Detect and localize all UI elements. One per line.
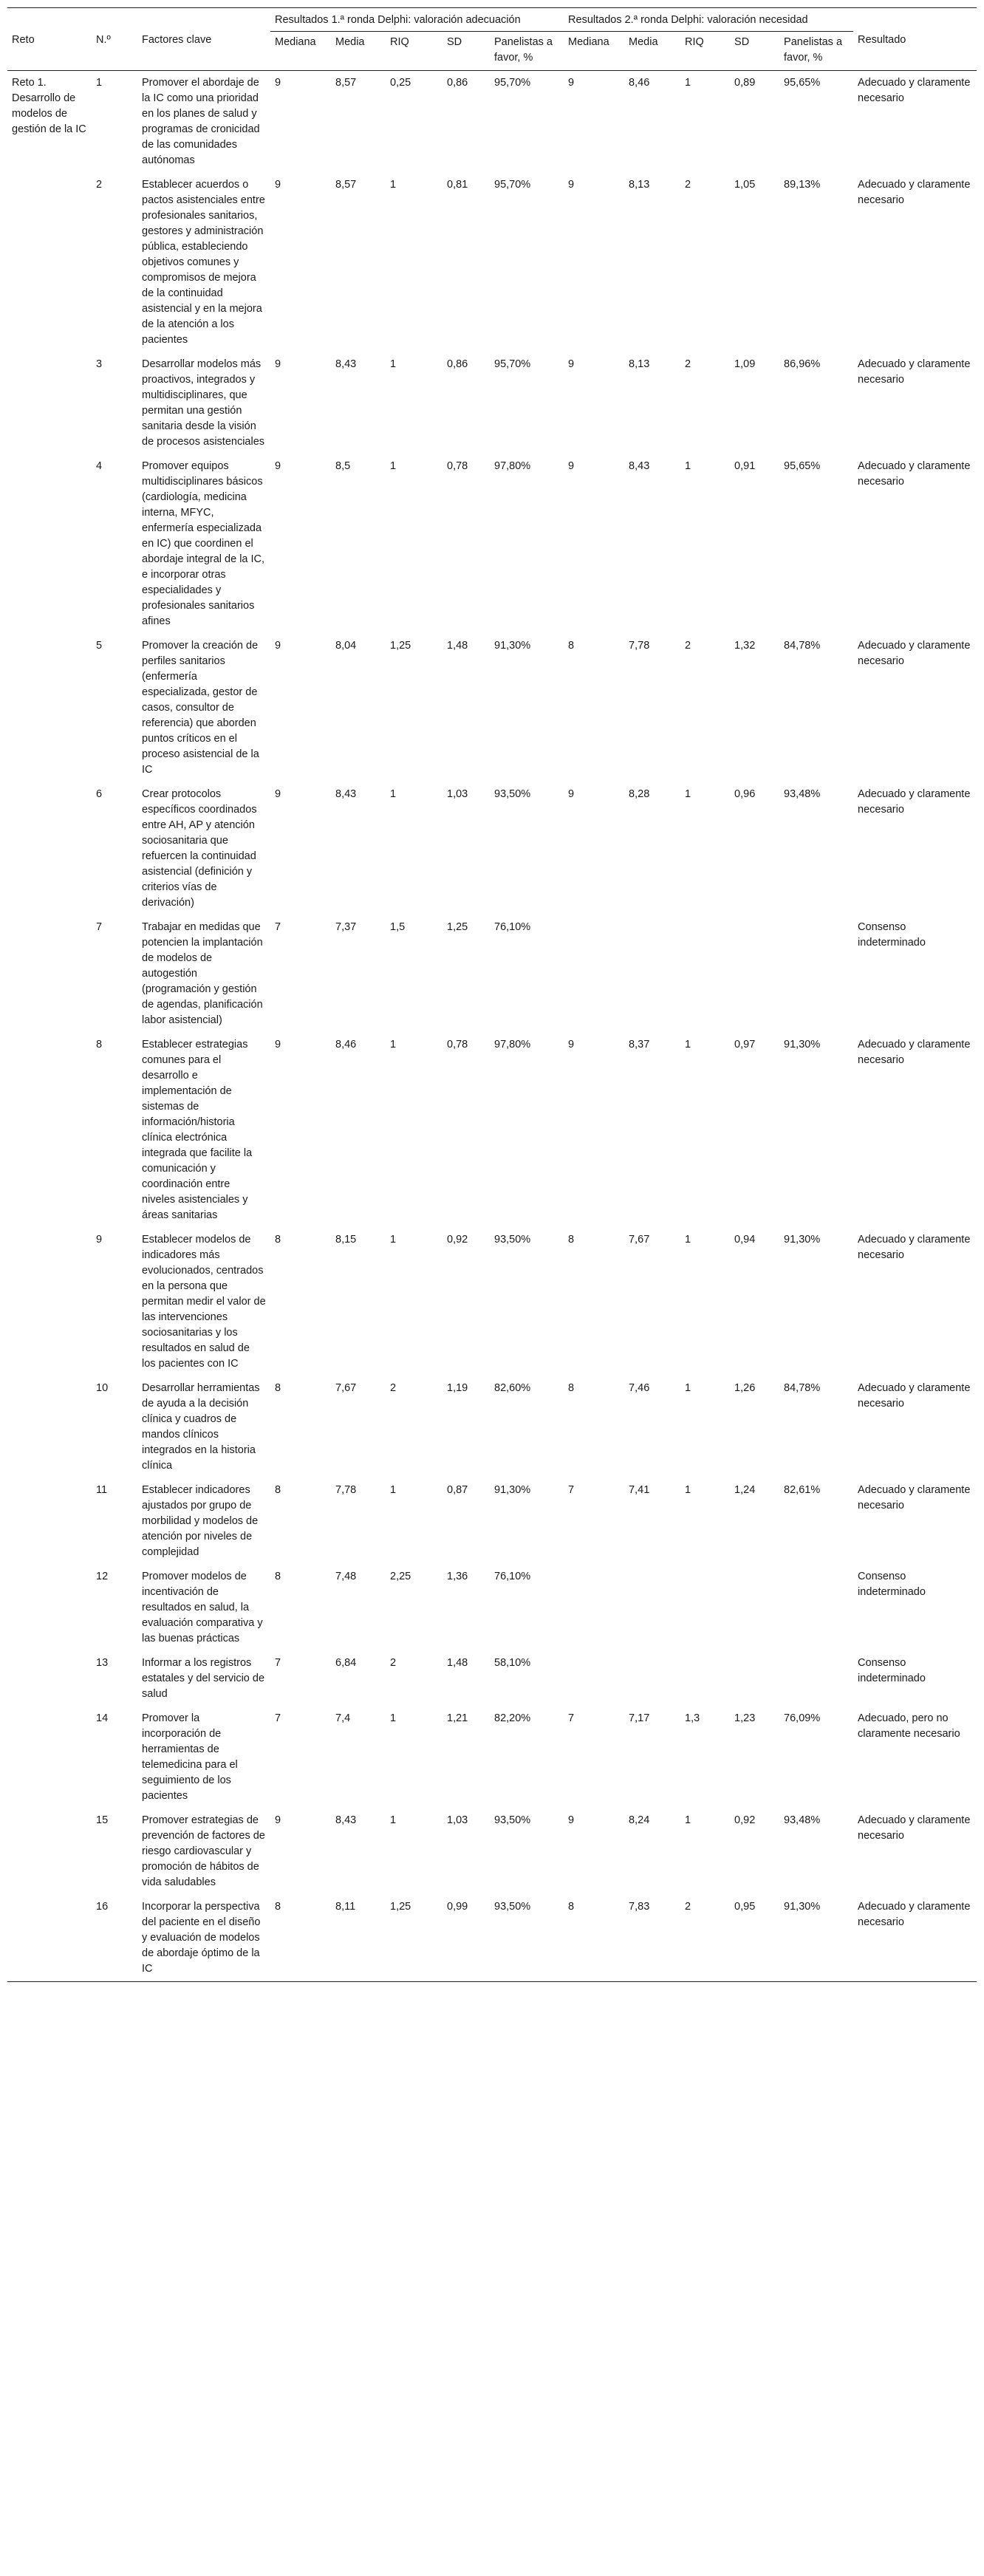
r1-riq: 1	[390, 788, 397, 800]
resultado: Consenso indeterminado	[858, 1571, 926, 1598]
r2-media: 8,37	[629, 1039, 650, 1050]
r2-sd: 0,95	[730, 1895, 779, 1982]
resultado: Adecuado y claramente necesario	[858, 179, 971, 206]
r1-panelistas: 97,80%	[494, 460, 531, 472]
r2-riq: 2	[685, 640, 691, 652]
table-row	[7, 634, 977, 782]
table-row	[7, 1478, 977, 1565]
factor-clave: Trabajar en medidas que potencien la implantación de modelos de autogestión (programación y gestión de agendas, planificación labor asistencial)	[142, 921, 263, 1026]
resultado: Adecuado y claramente necesario	[858, 1382, 971, 1410]
r2-mediana: 9	[568, 1814, 575, 1826]
r1-mediana: 7	[275, 1657, 281, 1669]
r2-riq: 1	[685, 1814, 691, 1826]
factor-clave: Promover el abordaje de la IC como una prioridad en los planes de salud y programas de cronicidad de las comunidades autónomas	[142, 77, 260, 166]
row-number: 14	[96, 1712, 109, 1724]
r2-media	[624, 1651, 680, 1706]
r1-media: 8,11	[331, 1895, 386, 1982]
r1-panelistas: 93,50%	[494, 1234, 531, 1246]
r2-mediana: 9	[568, 77, 575, 89]
r2-sd: 0,92	[734, 1814, 756, 1826]
factor-clave: Promover estrategias de prevención de factores de riesgo cardiovascular y promoción de hábitos de vida saludables	[142, 1814, 265, 1888]
resultado: Consenso indeterminado	[858, 921, 926, 949]
r1-mediana: 9	[275, 1039, 281, 1050]
row-number: 15	[96, 1814, 109, 1826]
r1-sd: 1,19	[447, 1382, 468, 1394]
r2-panelistas: 95,65%	[784, 460, 821, 472]
resultado: Adecuado y claramente necesario	[858, 1039, 971, 1066]
resultado: Adecuado y claramente necesario	[858, 1234, 971, 1261]
r2-panelistas: 86,96%	[784, 358, 821, 370]
resultado: Adecuado y claramente necesario	[858, 788, 971, 816]
r1-mediana: 8	[270, 1895, 331, 1982]
r1-media: 7,37	[335, 921, 357, 933]
r2-media: 7,78	[629, 640, 650, 652]
r1-panelistas: 91,30%	[494, 640, 531, 652]
resultado: Consenso indeterminado	[858, 1657, 926, 1684]
r2-riq: 1	[685, 77, 691, 89]
table-row	[7, 1895, 977, 1982]
r1-riq: 2	[390, 1382, 397, 1394]
r1-mediana: 7	[275, 921, 281, 933]
r1-mediana: 9	[275, 460, 281, 472]
reto-cell	[7, 1895, 92, 1982]
r1-sd: 0,78	[447, 460, 468, 472]
header-row-groups	[7, 8, 977, 32]
col-header-r2-sd: SD	[734, 36, 750, 48]
r2-media: 7,17	[629, 1712, 650, 1724]
r1-panelistas: 76,10%	[494, 1571, 531, 1582]
col-header-factores: Factores clave	[142, 33, 212, 46]
r1-media: 8,57	[335, 77, 357, 89]
reto-cell: Reto 1. Desarrollo de modelos de gestión de la IC	[12, 77, 86, 135]
r2-sd: 0,97	[734, 1039, 756, 1050]
col-header-r2-media: Media	[629, 36, 658, 48]
r1-mediana: 8	[275, 1234, 281, 1246]
r2-mediana: 8	[564, 1895, 624, 1982]
r1-sd: 0,92	[447, 1234, 468, 1246]
table-row	[7, 1706, 977, 1808]
resultado: Adecuado y claramente necesario	[853, 1895, 977, 1982]
r1-sd: 1,25	[447, 921, 468, 933]
r1-sd: 1,03	[447, 1814, 468, 1826]
r1-panelistas: 95,70%	[494, 77, 531, 89]
factor-clave: Desarrollar modelos más proactivos, integrados y multidisciplinares, que permitan una gestión sanitaria desde la visión de procesos asistenciales	[142, 358, 265, 448]
row-number: 1	[96, 77, 103, 89]
r2-riq: 1	[685, 1039, 691, 1050]
table-row	[7, 915, 977, 1033]
factor-clave: Establecer estrategias comunes para el desarrollo e implementación de sistemas de información/historia clínica electrónica integrada que facilite la comunicación y coordinación entre niveles asistenciales y áreas sanitarias	[142, 1039, 253, 1221]
r1-riq: 1	[390, 1712, 397, 1724]
r2-mediana: 7	[568, 1484, 575, 1496]
col-header-r1-panelistas: Panelistas a favor, %	[494, 36, 553, 64]
factor-clave: Informar a los registros estatales y del servicio de salud	[142, 1657, 265, 1700]
r1-riq: 1	[390, 1814, 397, 1826]
r1-sd: 1,36	[447, 1571, 468, 1582]
r1-sd: 1,21	[447, 1712, 468, 1724]
r1-media: 8,5	[335, 460, 351, 472]
r1-riq: 2	[390, 1657, 397, 1669]
r2-sd: 1,26	[734, 1382, 756, 1394]
r1-mediana: 9	[275, 640, 281, 652]
r2-panelistas: 93,48%	[784, 788, 821, 800]
r2-sd: 0,96	[734, 788, 756, 800]
factor-clave: Establecer indicadores ajustados por grupo de morbilidad y modelos de atención por niveles de complejidad	[142, 1484, 259, 1558]
resultado: Adecuado y claramente necesario	[858, 77, 971, 104]
r1-panelistas: 76,10%	[494, 921, 531, 933]
row-number: 2	[96, 179, 103, 191]
r2-media: 7,41	[629, 1484, 650, 1496]
r1-media: 6,84	[335, 1657, 357, 1669]
r1-riq: 1	[390, 1234, 397, 1246]
col-header-r1-sd: SD	[447, 36, 462, 48]
col-header-resultado: Resultado	[858, 33, 906, 46]
r1-media: 8,46	[335, 1039, 357, 1050]
col-header-r2-panelistas: Panelistas a favor, %	[784, 36, 843, 64]
r1-media: 8,43	[335, 1814, 357, 1826]
r2-riq: 2	[685, 358, 691, 370]
r1-panelistas: 93,50%	[490, 1895, 564, 1982]
table-row	[7, 1651, 977, 1706]
r2-media	[624, 915, 680, 1033]
r2-mediana: 8	[568, 1382, 575, 1394]
row-number: 9	[96, 1234, 103, 1246]
factor-clave: Establecer acuerdos o pactos asistenciales entre profesionales sanitarios, gestores y administración pública, estableciendo objetivos comunes y compromisos de mejora de la continuidad asistencial y en la mejora de la atención a los pacientes	[142, 179, 265, 346]
r1-media: 7,48	[335, 1571, 357, 1582]
r2-riq: 1	[685, 1234, 691, 1246]
r1-sd: 0,87	[447, 1484, 468, 1496]
reto-cell	[7, 173, 92, 352]
r2-sd: 1,24	[734, 1484, 756, 1496]
row-number: 3	[96, 358, 103, 370]
r2-panelistas: 89,13%	[784, 179, 821, 191]
col-group-ronda1: Resultados 1.ª ronda Delphi: valoración adecuación	[270, 8, 564, 32]
reto-cell	[7, 352, 92, 454]
r1-sd: 1,48	[447, 1657, 468, 1669]
r1-riq: 1	[390, 179, 397, 191]
row-number: 16	[92, 1895, 137, 1982]
r2-sd: 1,32	[734, 640, 756, 652]
r1-media: 7,4	[335, 1712, 351, 1724]
r2-mediana: 8	[568, 640, 575, 652]
r2-riq: 1	[685, 788, 691, 800]
row-number: 6	[96, 788, 103, 800]
r2-media: 8,46	[629, 77, 650, 89]
delphi-results-table	[7, 7, 977, 1982]
factor-clave: Promover la creación de perfiles sanitarios (enfermería especializada, gestor de casos, consultor de referencia) que aborden puntos críticos en el proceso asistencial de la IC	[142, 640, 259, 776]
reto-cell	[7, 1478, 92, 1565]
r1-riq: 1	[390, 1484, 397, 1496]
table-row	[7, 1808, 977, 1895]
reto-cell	[7, 1033, 92, 1228]
r2-riq	[680, 915, 730, 1033]
r1-panelistas: 95,70%	[494, 179, 531, 191]
r1-riq: 1,5	[390, 921, 406, 933]
r1-mediana: 9	[275, 1814, 281, 1826]
r1-sd: 0,78	[447, 1039, 468, 1050]
r1-media: 7,78	[335, 1484, 357, 1496]
r1-riq: 2,25	[390, 1571, 411, 1582]
reto-cell	[7, 1376, 92, 1478]
factor-clave: Desarrollar herramientas de ayuda a la decisión clínica y cuadros de mandos clínicos integrados en la historia clínica	[142, 1382, 260, 1472]
resultado: Adecuado y claramente necesario	[858, 1814, 971, 1842]
table-row	[7, 782, 977, 915]
r2-riq: 2	[685, 179, 691, 191]
reto-cell	[7, 1706, 92, 1808]
table-row	[7, 1565, 977, 1651]
reto-cell	[7, 1228, 92, 1376]
r2-media: 7,83	[624, 1895, 680, 1982]
reto-cell	[7, 454, 92, 634]
r2-panelistas: 91,30%	[784, 1234, 821, 1246]
r1-panelistas: 93,50%	[494, 1814, 531, 1826]
row-number: 4	[96, 460, 103, 472]
r2-sd: 0,94	[734, 1234, 756, 1246]
table-container	[7, 7, 977, 1982]
factor-clave: Promover modelos de incentivación de resultados en salud, la evaluación comparativa y las buenas prácticas	[142, 1571, 263, 1644]
r2-sd	[730, 1651, 779, 1706]
r1-riq: 0,25	[390, 77, 411, 89]
r2-mediana: 8	[568, 1234, 575, 1246]
r2-mediana: 7	[568, 1712, 575, 1724]
r1-media: 8,43	[335, 358, 357, 370]
r2-media: 8,28	[629, 788, 650, 800]
r1-media: 8,43	[335, 788, 357, 800]
r2-sd	[730, 1565, 779, 1651]
table-row	[7, 173, 977, 352]
r2-panelistas: 95,65%	[784, 77, 821, 89]
r1-riq: 1	[390, 460, 397, 472]
r2-media: 8,24	[629, 1814, 650, 1826]
r1-riq: 1,25	[386, 1895, 443, 1982]
resultado: Adecuado y claramente necesario	[858, 460, 971, 488]
factor-clave: Promover equipos multidisciplinares básicos (cardiología, medicina interna, MFYC, enfermería especializada en IC) que coordinen el abordaje integral de la IC, e incorporar otras especialidades y profesionales sanitarios afines	[142, 460, 265, 627]
r2-media	[624, 1565, 680, 1651]
r2-media: 8,13	[629, 179, 650, 191]
col-header-reto: Reto	[12, 33, 35, 46]
r2-sd: 0,91	[734, 460, 756, 472]
r2-mediana: 9	[568, 788, 575, 800]
r1-panelistas: 95,70%	[494, 358, 531, 370]
resultado: Adecuado y claramente necesario	[858, 1484, 971, 1511]
reto-cell	[7, 634, 92, 782]
table-row	[7, 71, 977, 174]
r2-panelistas: 76,09%	[784, 1712, 821, 1724]
r1-media: 8,04	[335, 640, 357, 652]
r2-mediana	[564, 1565, 624, 1651]
r2-mediana: 9	[568, 460, 575, 472]
r2-mediana	[564, 1651, 624, 1706]
col-header-r1-mediana: Mediana	[275, 36, 316, 48]
row-number: 12	[96, 1571, 109, 1582]
r2-sd: 1,23	[734, 1712, 756, 1724]
r2-riq: 2	[680, 1895, 730, 1982]
col-group-ronda2: Resultados 2.ª ronda Delphi: valoración necesidad	[564, 8, 853, 32]
table-row	[7, 352, 977, 454]
r2-mediana	[564, 915, 624, 1033]
row-number: 7	[96, 921, 103, 933]
row-number: 13	[96, 1657, 109, 1669]
r2-panelistas: 84,78%	[784, 640, 821, 652]
r1-mediana: 9	[275, 77, 281, 89]
r1-panelistas: 97,80%	[494, 1039, 531, 1050]
r2-sd: 0,89	[734, 77, 756, 89]
table-row	[7, 1228, 977, 1376]
r2-mediana: 9	[568, 1039, 575, 1050]
r1-media: 7,67	[335, 1382, 357, 1394]
r2-panelistas: 91,30%	[784, 1039, 821, 1050]
row-number: 10	[96, 1382, 109, 1394]
reto-cell	[7, 1651, 92, 1706]
r1-sd: 1,48	[447, 640, 468, 652]
r2-mediana: 9	[568, 179, 575, 191]
col-header-r1-riq: RIQ	[390, 36, 409, 48]
r2-panelistas	[779, 915, 853, 1033]
r2-panelistas: 93,48%	[784, 1814, 821, 1826]
col-header-r2-riq: RIQ	[685, 36, 704, 48]
r1-media: 8,15	[335, 1234, 357, 1246]
r1-panelistas: 91,30%	[494, 1484, 531, 1496]
resultado: Adecuado, pero no claramente necesario	[858, 1712, 960, 1740]
r1-sd: 0,86	[447, 358, 468, 370]
reto-cell	[7, 915, 92, 1033]
factor-clave: Crear protocolos específicos coordinados entre AH, AP y atención sociosanitaria que refuercen la continuidad asistencial (definición y criterios vías de derivación)	[142, 788, 257, 909]
r1-riq: 1	[390, 1039, 397, 1050]
r2-riq	[680, 1565, 730, 1651]
reto-cell	[7, 1808, 92, 1895]
r1-mediana: 9	[275, 179, 281, 191]
r1-panelistas: 82,20%	[494, 1712, 531, 1724]
resultado: Adecuado y claramente necesario	[858, 358, 971, 386]
r2-riq: 1	[685, 1382, 691, 1394]
r1-riq: 1	[390, 358, 397, 370]
factor-clave: Incorporar la perspectiva del paciente en el diseño y evaluación de modelos de abordaje óptimo de la IC	[137, 1895, 270, 1982]
r1-sd: 1,03	[447, 788, 468, 800]
r1-panelistas: 82,60%	[494, 1382, 531, 1394]
r1-panelistas: 93,50%	[494, 788, 531, 800]
r1-mediana: 8	[275, 1571, 281, 1582]
r1-sd: 0,81	[447, 179, 468, 191]
r2-media: 7,46	[629, 1382, 650, 1394]
r1-mediana: 7	[275, 1712, 281, 1724]
r2-media: 8,13	[629, 358, 650, 370]
row-number: 5	[96, 640, 103, 652]
r1-sd: 0,86	[447, 77, 468, 89]
table-row	[7, 1376, 977, 1478]
col-header-r2-mediana: Mediana	[568, 36, 609, 48]
r1-riq: 1,25	[390, 640, 411, 652]
factor-clave: Promover la incorporación de herramientas de telemedicina para el seguimiento de los pacientes	[142, 1712, 238, 1802]
row-number: 8	[96, 1039, 103, 1050]
r1-media: 8,57	[335, 179, 357, 191]
r2-sd	[730, 915, 779, 1033]
r2-panelistas: 91,30%	[779, 1895, 853, 1982]
r1-mediana: 9	[275, 788, 281, 800]
resultado: Adecuado y claramente necesario	[858, 640, 971, 667]
table-row	[7, 1033, 977, 1228]
r1-mediana: 9	[275, 358, 281, 370]
row-number: 11	[96, 1484, 108, 1496]
reto-cell	[7, 1565, 92, 1651]
r1-mediana: 8	[275, 1484, 281, 1496]
r2-riq: 1	[685, 1484, 691, 1496]
r2-riq	[680, 1651, 730, 1706]
r1-sd: 0,99	[443, 1895, 490, 1982]
table-row	[7, 454, 977, 634]
col-header-num: N.º	[96, 33, 111, 46]
factor-clave: Establecer modelos de indicadores más evolucionados, centrados en la persona que permitan medir el valor de las intervenciones sociosanitarias y los resultados en salud de los pacientes con IC	[142, 1234, 266, 1370]
r2-panelistas: 84,78%	[784, 1382, 821, 1394]
r2-sd: 1,05	[734, 179, 756, 191]
r2-panelistas: 82,61%	[784, 1484, 821, 1496]
r1-mediana: 8	[275, 1382, 281, 1394]
r2-riq: 1,3	[685, 1712, 700, 1724]
table-body	[7, 71, 977, 1982]
col-header-r1-media: Media	[335, 36, 365, 48]
r2-mediana: 9	[568, 358, 575, 370]
r2-riq: 1	[685, 460, 691, 472]
r2-sd: 1,09	[734, 358, 756, 370]
r2-panelistas	[779, 1565, 853, 1651]
r2-media: 8,43	[629, 460, 650, 472]
r2-media: 7,67	[629, 1234, 650, 1246]
r1-panelistas: 58,10%	[494, 1657, 531, 1669]
reto-cell	[7, 782, 92, 915]
r2-panelistas	[779, 1651, 853, 1706]
